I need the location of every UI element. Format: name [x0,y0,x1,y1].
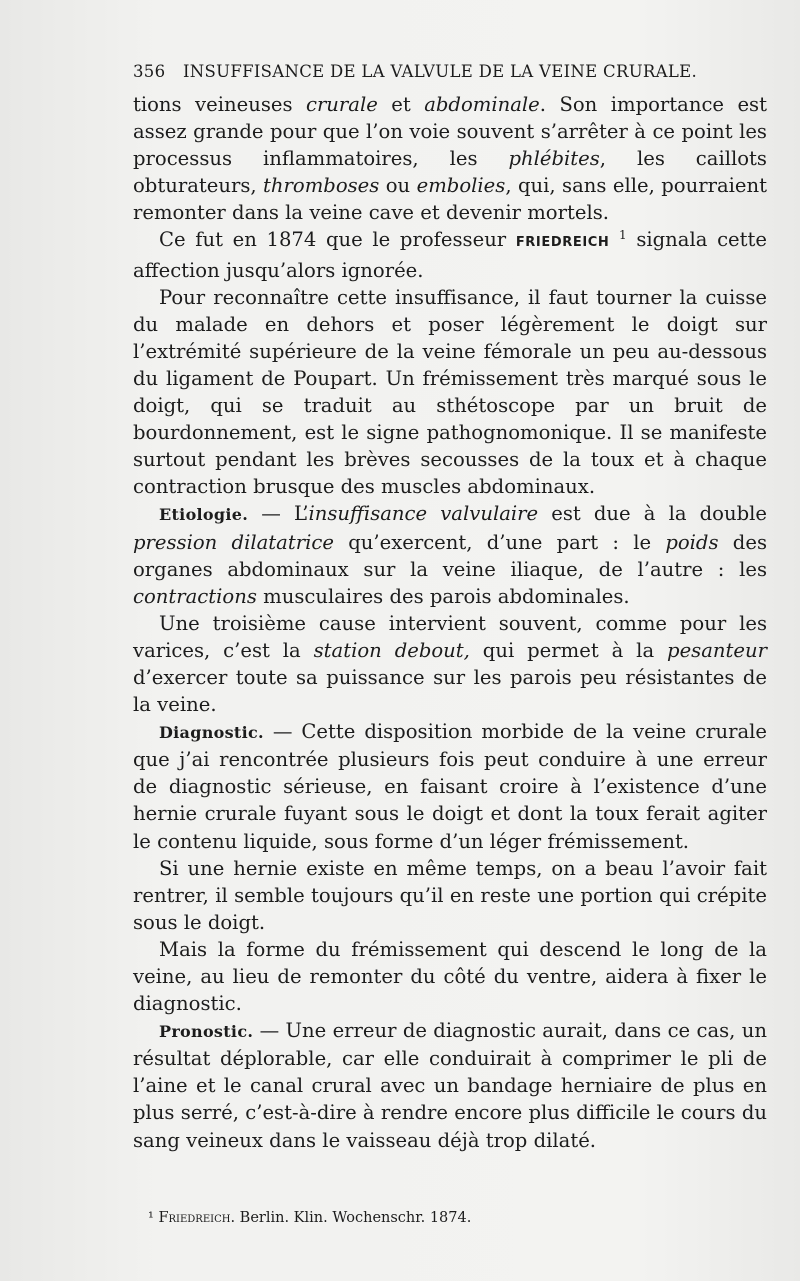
paragraph-history [133,226,767,283]
italic-term: embolies [416,174,506,198]
italic-term: phlébites [508,147,600,171]
italic-term: poids [665,530,719,554]
text-run: . Son importance est assez grande pour que l’on voie souvent s’arrêter à ce point les processus inflammatoires, les [133,93,767,171]
text-run: musculaires des parois abdominales. [256,584,630,608]
text-run: ou [379,174,417,198]
footnote-author: Friedreich. [158,1210,236,1226]
section-etiologie [133,500,767,609]
page-number: 356 [133,62,166,81]
text-run: — L’ [248,502,309,526]
section-diagnostic [133,718,767,854]
text-run: tions veineuses [133,93,306,116]
running-title: INSUFFISANCE DE LA VALVULE DE LA VEINE CRURALE. [182,62,697,81]
italic-term: abdominale [424,93,540,116]
paragraph-examination: Pour reconnaître cette insuffisance, il faut tourner la cuisse du malade en dehors et poser légèrement le doigt sur l’extrémité supérieure de la veine fémorale un peu au-dessous du ligament de Poupart. Un frémissement très marqué sous le doigt, qui se traduit au sthétoscope par un bruit de bourdonnement, est le signe pathognomonique. Il se manifeste surtout pendant les brèves secousses de la toux et à chaque contraction brusque des muscles abdominaux. [133,285,767,499]
text-run: des organes abdominaux sur la veine iliaque, de l’autre : les [133,530,767,581]
text-run: qu’exercent, d’une part : le [333,530,666,554]
italic-term: insuffisance valvulaire [308,502,539,526]
text-run: qui permet à la [469,638,668,662]
footnote-reference: 1 [619,228,627,243]
author-name: FRIEDREICH [515,235,610,251]
paragraph-third-cause [133,610,767,718]
paragraph-continued [133,91,767,226]
text-run: est due à la double [538,502,767,526]
text-run: , les caillots obturateurs, [133,147,767,198]
running-header [133,62,765,81]
italic-term: station debout, [313,638,470,662]
italic-term: contractions [133,584,257,608]
section-pronostic [133,1017,767,1153]
text-run: d’exercer toute sa puissance sur les parois peu résistantes de la veine. [133,665,767,717]
text-run: signala cette affection jusqu’alors ignorée. [133,228,767,282]
italic-term: pression dilatatrice [133,530,334,554]
footnote [148,1210,748,1226]
text-run: et [377,93,425,116]
footnote-source: Berlin. Klin. Wochenschr. 1874. [235,1210,472,1226]
section-heading: Diagnostic. [159,723,264,743]
paragraph-hernia: Si une hernie existe en même temps, on a beau l’avoir fait rentrer, il semble toujours qu’il en reste une portion qui crépite sous le doigt. [133,856,767,934]
text-run: Une troisième cause intervient souvent, comme pour les varices, c’est la [133,611,767,662]
italic-term: thromboses [263,174,380,198]
text-run: — Une erreur de diagnostic aurait, dans ce cas, un résultat déplorable, car elle conduirait à comprimer le pli de l’aine et le canal crural avec un bandage herniaire de plus en plus serré, c’est-à-dire à rendre encore plus difficile le cours du sang veineux dans le vaisseau déjà trop dilaté. [133,1019,767,1152]
text-run: — Cette disposition morbide de la veine crurale que j’ai rencontrée plusieurs fois peut conduire à une erreur de diagnostic sérieuse, en faisant croire à l’existence d’une hernie crurale fuyant sous le doigt et dont la toux ferait agiter le contenu liquide, sous forme d’un léger frémissement. [133,720,767,853]
text-run: , qui, sans elle, pourraient remonter dans la veine cave et devenir mortels. [133,174,767,225]
body-text [133,91,767,1154]
footnote-number: ¹ [148,1210,154,1226]
italic-term: pesanteur [667,638,767,662]
section-heading: Pronostic. [159,1022,254,1042]
paragraph-differential: Mais la forme du frémissement qui descend le long de la veine, au lieu de remonter du côté du ventre, aidera à fixer le diagnostic. [133,937,767,1016]
text-run: Ce fut en 1874 que le professeur [159,228,516,252]
italic-term: crurale [305,93,378,116]
section-heading: Etiologie. [159,505,249,525]
